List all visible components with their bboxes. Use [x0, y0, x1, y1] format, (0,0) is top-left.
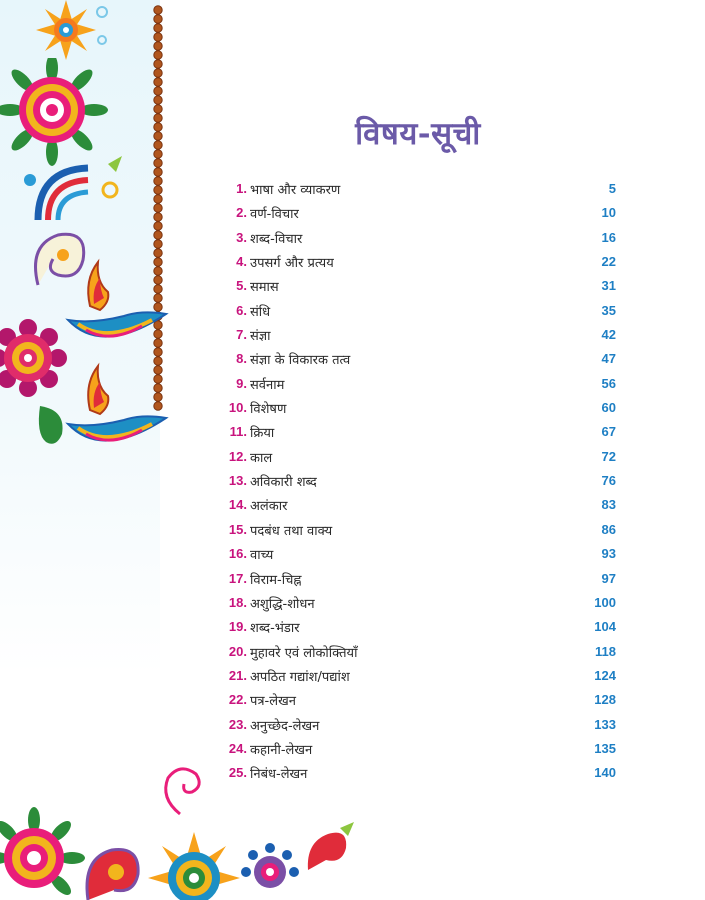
toc-entry[interactable] [214, 665, 624, 689]
toc-entry[interactable] [214, 421, 624, 445]
chapter-number: 4. [236, 254, 247, 270]
chapter-title: अलंकार [250, 499, 288, 515]
page-number: 10 [601, 205, 616, 221]
chapter-title: पत्र-लेखन [250, 694, 296, 710]
toc-entry[interactable] [214, 616, 624, 640]
page-number: 47 [601, 351, 616, 367]
toc-entry[interactable] [214, 178, 624, 202]
page-number: 128 [594, 692, 616, 708]
toc-entry[interactable] [214, 202, 624, 226]
toc-entry[interactable] [214, 373, 624, 397]
chapter-title: सर्वनाम [250, 377, 285, 393]
toc-entry[interactable] [214, 568, 624, 592]
toc-entry[interactable] [214, 641, 624, 665]
spiral-flower-icon [0, 800, 90, 900]
rangoli-flower-icon [0, 318, 70, 398]
page-number: 135 [594, 740, 616, 756]
page-number: 140 [594, 765, 616, 781]
toc-entry[interactable] [214, 251, 624, 275]
chapter-number: 13. [228, 473, 247, 489]
chapter-number: 18. [228, 594, 247, 610]
toc-entry[interactable] [214, 446, 624, 470]
chapter-number: 12. [228, 448, 247, 464]
rangoli-flower-icon [236, 832, 306, 900]
chapter-title: वर्ण-विचार [250, 207, 299, 223]
paisley-icon [150, 758, 210, 818]
chapter-number: 15. [228, 521, 247, 537]
page-number: 22 [601, 254, 616, 270]
chapter-title: अपठित गद्यांश/पद्यांश [250, 669, 350, 685]
chapter-number: 11. [229, 424, 247, 440]
page-number: 5 [608, 181, 616, 196]
chapter-title: विशेषण [250, 402, 287, 418]
chapter-number: 25. [228, 765, 247, 781]
toc-entry[interactable] [214, 519, 624, 543]
chapter-title: शब्द-विचार [250, 231, 303, 247]
chapter-number: 3. [236, 229, 247, 245]
page-number: 93 [601, 546, 616, 562]
chapter-number: 5. [236, 278, 247, 294]
toc-entry[interactable] [214, 762, 624, 786]
chapter-number: 17. [228, 570, 247, 586]
chapter-number: 20. [228, 643, 247, 659]
paisley-icon [300, 818, 360, 878]
page-number: 97 [601, 570, 616, 586]
sun-flower-icon [140, 820, 250, 900]
chapter-title: उपसर्ग और प्रत्यय [250, 256, 334, 272]
page-number: 72 [601, 448, 616, 464]
chapter-number: 2. [236, 205, 247, 221]
chapter-number: 8. [236, 351, 247, 367]
chapter-title: निबंध-लेखन [250, 767, 308, 783]
toc-entry[interactable] [214, 348, 624, 372]
page-number: 100 [594, 594, 616, 610]
page-number: 86 [601, 521, 616, 537]
page-number: 124 [594, 667, 616, 683]
chapter-number: 10. [228, 400, 247, 416]
chapter-title: कहानी-लेखन [250, 742, 313, 758]
page-number: 35 [601, 302, 616, 318]
chapter-title: समास [250, 280, 279, 296]
toc-entry[interactable] [214, 738, 624, 762]
page-number: 31 [601, 278, 616, 294]
toc-entry[interactable] [214, 470, 624, 494]
chapter-title: क्रिया [250, 426, 275, 442]
chapter-number: 6. [236, 302, 247, 318]
chapter-number: 9. [236, 375, 247, 391]
toc-entry[interactable] [214, 397, 624, 421]
chapter-title: भाषा और व्याकरण [250, 183, 341, 198]
chapter-title: संधि [250, 304, 271, 320]
chapter-title: संज्ञा [250, 329, 271, 345]
diya-lamp-icon [62, 362, 172, 472]
toc-entry[interactable] [214, 300, 624, 324]
chapter-title: संज्ञा के विकारक तत्व [250, 353, 351, 369]
toc-entry[interactable] [214, 689, 624, 713]
page-number: 104 [594, 619, 616, 635]
page-number: 56 [601, 375, 616, 391]
page-number: 16 [601, 229, 616, 245]
chapter-number: 22. [228, 692, 247, 708]
chapter-number: 23. [228, 716, 247, 732]
chapter-title: काल [250, 450, 273, 466]
page-number: 83 [601, 497, 616, 513]
page-number: 60 [601, 400, 616, 416]
chapter-title: विराम-चिह्न [250, 572, 302, 588]
page-number: 118 [595, 643, 616, 659]
chapter-number: 24. [228, 740, 247, 756]
toc-entry[interactable] [214, 543, 624, 567]
page-number: 67 [601, 424, 616, 440]
chapter-title: अनुच्छेद-लेखन [250, 718, 320, 734]
chapter-number: 7. [236, 327, 247, 343]
paisley-icon [78, 838, 148, 900]
chapter-number: 19. [228, 619, 247, 635]
chapter-number: 21. [228, 667, 247, 683]
page-title: विषय-सूची [355, 116, 481, 152]
chapter-number: 1. [236, 181, 247, 196]
toc-entry[interactable] [214, 592, 624, 616]
chapter-title: वाच्य [250, 548, 274, 564]
chapter-title: अशुद्धि-शोधन [250, 596, 315, 612]
chapter-number: 16. [228, 546, 247, 562]
diya-lamp-icon [62, 258, 172, 368]
toc-entry[interactable] [214, 494, 624, 518]
table-of-contents [214, 178, 624, 787]
page-number: 76 [601, 473, 616, 489]
chapter-number: 14. [228, 497, 247, 513]
page-number: 133 [594, 716, 616, 732]
chapter-title: शब्द-भंडार [250, 621, 300, 637]
chapter-title: पदबंध तथा वाक्य [250, 523, 333, 539]
chapter-title: मुहावरे एवं लोकोक्तियाँ [250, 645, 358, 661]
toc-entry[interactable] [214, 227, 624, 251]
page-number: 42 [601, 327, 616, 343]
chapter-title: अविकारी शब्द [250, 475, 317, 491]
toc-entry[interactable] [214, 324, 624, 348]
toc-entry[interactable] [214, 275, 624, 299]
toc-entry[interactable] [214, 714, 624, 738]
